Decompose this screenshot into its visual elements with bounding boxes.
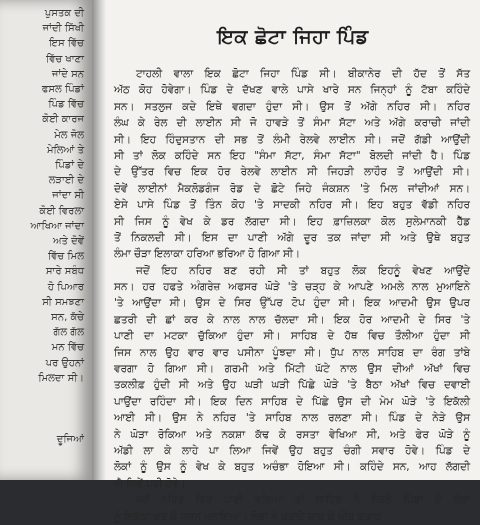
right-page	[106, 0, 480, 523]
left-page-line: ਮਨ ਵਿੱਚ	[51, 342, 84, 354]
body-line: ਸੀ। ਇਹ ਹਿੰਦੁਸਤਾਨ ਦੀ ਸਭ ਤੋਂ ਲੰਮੀ ਰੇਲਵੇ ਲਾਈਨ ਸੀ। ਜਦੋਂ ਗੱਡੀ ਆਉਂਦੀ	[114, 133, 470, 146]
left-page-line	[0, 401, 84, 416]
left-page-line: ਪਿੰਡ ਵਿੱਚ	[48, 99, 84, 111]
body-line: ਲੰਮਾ ਚੌੜਾ ਇਲਾਕਾ ਹਰਿਆ ਭਰਿਆ ਹੋ ਗਿਆ ਸੀ।	[114, 248, 301, 261]
body-line: ਜਦੋਂ ਨਹਿਰ ਵਿਚ ਪਾਣੀ ਵਗਿਆ ਤਾਂ ਸਾਹਿਬ ਨੇ ਨੇੜਲੇ ਪਿੰਡਾਂ ਦੇ ਲੋਕਾਂ	[136, 494, 470, 507]
body-line: 'ਤੇ ਆਉਂਦਾ ਸੀ। ਉਸ ਦੇ ਸਿਰ ਉੱਪਰ ਟੋਪ ਹੁੰਦਾ ਸੀ। ਇਕ ਆਦਮੀ ਉਸ ਉਪਰ	[114, 297, 470, 310]
body-line: ਨੇ ਘੋੜਾ ਰੋਕਿਆ ਅਤੇ ਨਕਸ਼ਾ ਕੱਢ ਕੇ ਰਸਤਾ ਵੇਖਿਆ ਸੀ, ਅਤੇ ਫੇਰ ਘੋੜੇ ਨੂੰ	[114, 428, 470, 441]
left-page-line: ਮਿਲਦਾ ਸੀ।	[38, 372, 84, 384]
left-page-line: ਸਨ, ਕੱਚੇ	[51, 312, 84, 324]
left-page-line: ਲੜਾਈ ਦੇ	[48, 175, 84, 187]
left-page-line: ਅਤੇ ਦੋਵੇਂ	[52, 236, 84, 248]
body-line: ਸਨ। ਹਰ ਹਫਤੇ ਅੰਗਰੇਜ਼ ਅਫਸਰ ਘੋੜੇ 'ਤੇ ਚੜ੍ਹ ਕੇ ਆਪਣੇ ਅਮਲੇ ਨਾਲ ਮੁਆਇਨੇ	[114, 281, 470, 294]
left-page-line: ਸਾਰੇ ਸਬੰਧ	[45, 266, 84, 278]
left-page-line: ਗੱਲ ਗੱਲ	[53, 327, 84, 339]
chapter-body	[114, 66, 470, 525]
body-line: ਪਾਣੀ ਦਾ ਮਟਕਾ ਚੁੱਕਿਆ ਹੁੰਦਾ ਸੀ। ਸਾਹਿਬ ਦੇ ਹੱਥ ਵਿਚ ਤੌਲੀਆ ਹੁੰਦਾ ਸੀ	[114, 330, 470, 343]
left-page-line: ਆਖਿਆ ਜਾਂਦਾ	[30, 220, 84, 232]
left-page-line: ਕੋਈ ਵਿਰਲਾ	[39, 205, 84, 217]
body-line: ਨੂੰ ਇਕੱਠਾ ਕਰ ਕੇ ਜਸ਼ਨ ਮਨਾਇਆ। ਲੋਕਾਂ ਨੇ ਕੜਾਹੇ ਚਾੜ ਕੇ ਖੀਰ ਕੜਾਹ	[114, 510, 381, 523]
book-gutter	[92, 0, 106, 480]
left-page-line: ਵਿੱਚ ਖਾਣਾ	[46, 53, 84, 65]
body-line: ਪਾਉਂਦਾ ਰਹਿੰਦਾ ਸੀ। ਇਕ ਦਿਨ ਸਾਹਿਬ ਦੇ ਪਿੱਛੇ ਉਸ ਦੀ ਮੇਮ ਘੋੜੇ 'ਤੇ ਇਕੱਲੀ	[114, 395, 470, 408]
body-line: ਅੱਠ ਕੋਹ ਹੋਵੇਗਾ। ਪਿੰਡ ਦੇ ਦੱਖਣ ਵਾਲੇ ਪਾਸੇ ਖਾਰੇ ਸਨ ਜਿਨ੍ਹਾਂ ਨੂੰ ਟੱਬਾ ਕਹਿੰਦੇ	[114, 84, 470, 97]
left-page-line: ਕੋਈ ਕਾਰਜ	[42, 114, 84, 126]
left-page-line: ਵਿੱਚ ਮਿਲ	[48, 251, 84, 263]
left-page-line: ਪਰ ਉਹਨਾਂ	[45, 357, 84, 369]
body-line: ਆਈ ਸੀ। ਉਸ ਨੇ ਨਹਿਰ 'ਤੇ ਸਾਹਿਬ ਨਾਲ ਰਲਣਾ ਸੀ। ਪਿੰਡ ਦੇ ਨੇੜੇ ਉਸ	[114, 412, 470, 425]
body-line: ਐ ਜਿਵੇਂ ਪਰੀ ਹੋਵੇ।	[114, 477, 186, 490]
body-line: ਲੰਘ ਕੇ ਰੇਲ ਦੀ ਲਾਈਨ ਸੀ ਜੋ ਹਾਵੜੇ ਤੋਂ ਸੰਮਾ ਸੱਟਾ ਅਤੇ ਅੱਗੇ ਕਰਾਚੀ ਜਾਂਦੀ	[114, 117, 470, 130]
body-line: ਸੀ ਜਿਸ ਨੂੰ ਵੇਖ ਕੇ ਡਰ ਲੱਗਦਾ ਸੀ। ਇਹ ਫ਼ਾਜ਼ਿਲਕਾ ਕੋਲ ਸੁਲੇਮਾਨਕੀ ਹੈੱਡ	[114, 215, 470, 228]
left-page-line: ਪਿੰਡਾਂ ਦੇ	[55, 160, 84, 172]
left-page-line: ਸੀ ਸਮਝਣਾ	[42, 296, 84, 308]
body-line: ਤੋਂ ਨਿਕਲਦੀ ਸੀ। ਇਸ ਦਾ ਪਾਣੀ ਅੱਗੇ ਦੂਰ ਤਕ ਜਾਂਦਾ ਸੀ ਅਤੇ ਉਥੇ ਬਹੁਤ	[114, 231, 470, 244]
body-line: ਸਨ। ਸਤਲੁਜ ਕਦੇ ਇਥੇ ਵਗਦਾ ਹੁੰਦਾ ਸੀ। ਉਸ ਤੋਂ ਅੱਗੇ ਨਹਿਰ ਸੀ। ਨਹਿਰ	[114, 100, 470, 113]
left-page-line: ਮੇਲਿਆਂ ਤੇ	[46, 144, 84, 156]
body-line: ਵਰਗਾ ਹੋ ਗਿਆ ਸੀ। ਗਰਮੀ ਅਤੇ ਮਿੱਟੀ ਘੱਟੇ ਨਾਲ ਉਸ ਦੀਆਂ ਅੱਖਾਂ ਵਿਚ	[114, 363, 470, 376]
left-page-line: ਦੂਜਿਆਂ	[56, 433, 84, 445]
body-line: ਤਕਲੀਫ਼ ਹੁੰਦੀ ਸੀ ਅਤੇ ਉਹ ਘੜੀ ਘੜੀ ਪਿੱਛੇ ਘੋੜੇ 'ਤੇ ਬੈਠਾ ਅੱਖਾਂ ਵਿਚ ਦਵਾਈ	[114, 379, 470, 392]
left-page-line	[0, 386, 84, 401]
chapter-title: ਇਕ ਛੋਟਾ ਜਿਹਾ ਪਿੰਡ	[217, 26, 369, 48]
body-line: ਏਸੇ ਪਾਸੇ ਪਿੰਡ ਤੋਂ ਤਿੰਨ ਕੋਹ 'ਤੇ ਸਾਦਕੀ ਨਹਿਰ ਸੀ। ਇਹ ਬਹੁਤ ਵੱਡੀ ਨਹਿਰ	[114, 199, 470, 212]
left-page-line: ਜਾਂਦੇ ਸਨ	[51, 68, 84, 80]
body-line: ਅੱਡੀ ਲਾ ਕੇ ਲਾਹੇ ਪਾ ਲਿਆ ਜਿਵੇਂ ਉਹ ਬਹੁਤ ਚੰਗੀ ਸਵਾਰ ਹੋਵੇ। ਪਿੰਡ ਦੇ	[114, 444, 470, 457]
body-line: ਦੇ ਉੱਤਰ ਵਿਚ ਇਕ ਹੋਰ ਰੇਲਵੇ ਲਾਈਨ ਸੀ ਜਿਹੜੀ ਲਾਹੌਰ ਤੋਂ ਆਉਂਦੀ ਸੀ।	[114, 166, 470, 179]
body-line: ਲੋਕਾਂ ਨੂੰ ਉਸ ਨੂੰ ਵੇਖ ਕੇ ਬਹੁਤ ਅਚੰਭਾ ਹੋਇਆ ਸੀ। ਕਹਿੰਦੇ ਸਨ, ਆਹ ਲੱਗਦੀ	[114, 461, 470, 474]
left-page	[0, 0, 92, 480]
body-line: ਦੋਵੇਂ ਲਾਈਨਾਂ ਮੈਕਲੋਡਗੰਜ ਰੋਡ ਦੇ ਛੋਟੇ ਜਿਹੇ ਜੰਕਸ਼ਨ 'ਤੇ ਮਿਲ ਜਾਂਦੀਆਂ ਸਨ।	[114, 182, 470, 195]
body-line: ਜਦੋਂ ਇਹ ਨਹਿਰ ਬਣ ਰਹੀ ਸੀ ਤਾਂ ਬਹੁਤ ਲੋਕ ਇਹਨੂੰ ਵੇਖਣ ਆਉਂਦੇ	[136, 264, 470, 277]
left-page-text	[0, 6, 92, 447]
left-page-line: ਫਸਲ ਪਿੰਡਾਂ	[41, 84, 84, 96]
left-page-line: ਇਸ ਵਿੱਚ	[49, 38, 84, 50]
body-line: ਟਾਹਲੀ ਵਾਲਾ ਇਕ ਛੋਟਾ ਜਿਹਾ ਪਿੰਡ ਸੀ। ਬੀਕਾਨੇਰ ਦੀ ਹੱਦ ਤੋਂ ਸੱਤ	[136, 68, 470, 80]
left-page-line: ਪੁਸਤਕ ਦੀ	[44, 8, 84, 19]
left-page-line	[0, 416, 84, 431]
body-line: ਜਿਸ ਨਾਲ ਉਹ ਵਾਰ ਵਾਰ ਪਸੀਨਾ ਪੂੰਝਦਾ ਸੀ। ਧੁੱਪ ਨਾਲ ਸਾਹਿਬ ਦਾ ਰੰਗ ਤਾਂਬੇ	[114, 346, 470, 359]
left-page-line: ਹੋ ਪਿਆਰ	[47, 281, 84, 293]
body-line: ਸੀ ਤਾਂ ਲੋਕ ਕਹਿੰਦੇ ਸਨ ਇਹ "ਸੰਮਾ ਸੱਟਾ, ਸੰਮਾ ਸੱਟਾ" ਬੋਲਦੀ ਜਾਂਦੀ ਹੈ। ਪਿੰਡ	[114, 149, 470, 162]
body-line: ਛਤਰੀ ਦੀ ਛਾਂ ਕਰ ਕੇ ਨਾਲ ਨਾਲ ਚੱਲਦਾ ਸੀ। ਇਕ ਹੋਰ ਆਦਮੀ ਦੇ ਸਿਰ 'ਤੇ	[114, 313, 470, 326]
left-page-line: ਮੇਲ ਜੋਲ	[54, 129, 84, 141]
left-page-line: ਜਾਂਦਾ ਸੀ	[52, 190, 84, 202]
left-page-line: ਜਾਂਦੀ ਸਿੱਖੀ	[42, 23, 84, 35]
